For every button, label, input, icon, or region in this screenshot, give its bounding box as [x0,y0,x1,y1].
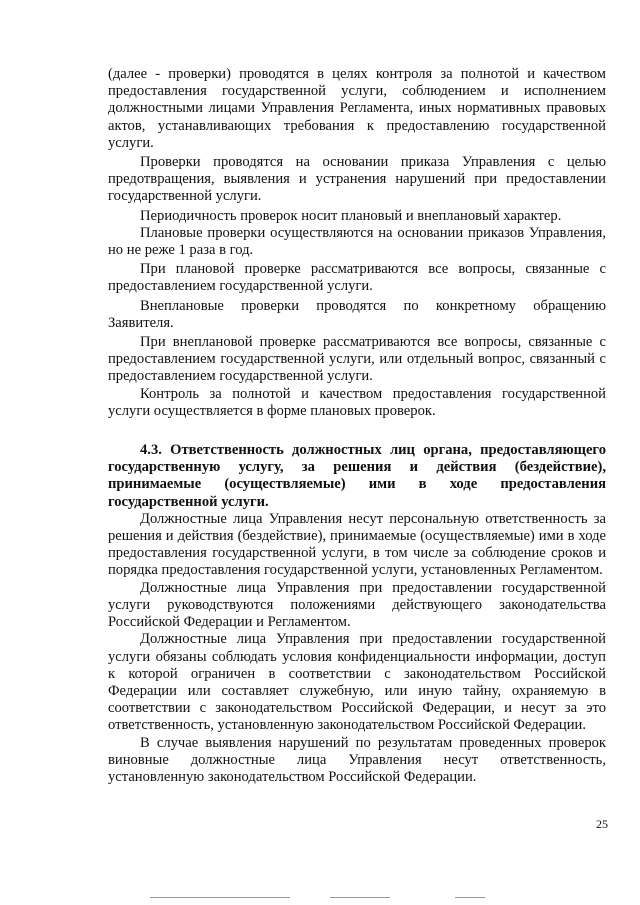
paragraph: Контроль за полнотой и качеством предоставления государственной услуги осуществляется в форме плановых проверок. [108,385,606,419]
scan-edge-line [330,897,390,898]
paragraph: Должностные лица Управления несут персональную ответственность за решения и действия (бездействие), принимаемые (осуществляемые) ими в ходе предоставления государственной услуги, в том числе за соблюдение сроков и порядка предоставления государственной услуги, установленных Регламентом. [108,510,606,579]
paragraph: Периодичность проверок носит плановый и внеплановый характер. [140,207,562,224]
page-number: 25 [596,817,608,831]
paragraph: Плановые проверки осуществляются на основании приказов Управления, но не реже 1 раза в год. [108,224,606,259]
paragraph-continuation: (далее - проверки) проводятся в целях контроля за полнотой и качеством предоставления государственной услуги, соблюдением и исполнением должностными лицами Управления Регламента, иных нормативных правовых актов, устанавливающих требования к предоставлению государственной услуги. [108,66,606,151]
paragraph: Должностные лица Управления при предоставлении государственной услуги руководствуются положениями действующего законодательства Российской Федерации и Регламентом. [108,579,606,631]
paragraph: Проверки проводятся на основании приказа Управления с целью предотвращения, выявления и устранения нарушений при предоставлении государственной услуги. [108,154,606,205]
paragraph: При плановой проверке рассматриваются все вопросы, связанные с предоставлением государственной услуги. [108,261,606,295]
scan-edge-line [150,897,290,898]
section-heading: 4.3. Ответственность должностных лиц органа, предоставляющего государственную услугу, за решения и действия (бездействие), принимаемые (осуществляемые) ими в ходе предоставления государственной услуги. [108,442,606,510]
paragraph: В случае выявления нарушений по результатам проведенных проверок виновные должностные лица Управления несут ответственность, установленную законодательством Российской Федерации. [108,734,606,785]
scan-edge-line [455,897,485,898]
document-body [108,66,606,786]
paragraph: При внеплановой проверке рассматриваются все вопросы, связанные с предоставлением государственной услуги, или отдельный вопрос, связанный с предоставлением государственной услуги. [108,334,606,385]
paragraph: Должностные лица Управления при предоставлении государственной услуги обязаны соблюдать условия конфиденциальности информации, доступ к которой ограничен в соответствии с законодательством Российской Федерации или составляет служебную, или иную тайну, охраняемую в соответствии с законодательством Российской Федерации, и несут за это ответственность, установленную законодательством Российской Федерации. [108,631,606,734]
paragraph: Внеплановые проверки проводятся по конкретному обращению Заявителя. [108,297,606,331]
